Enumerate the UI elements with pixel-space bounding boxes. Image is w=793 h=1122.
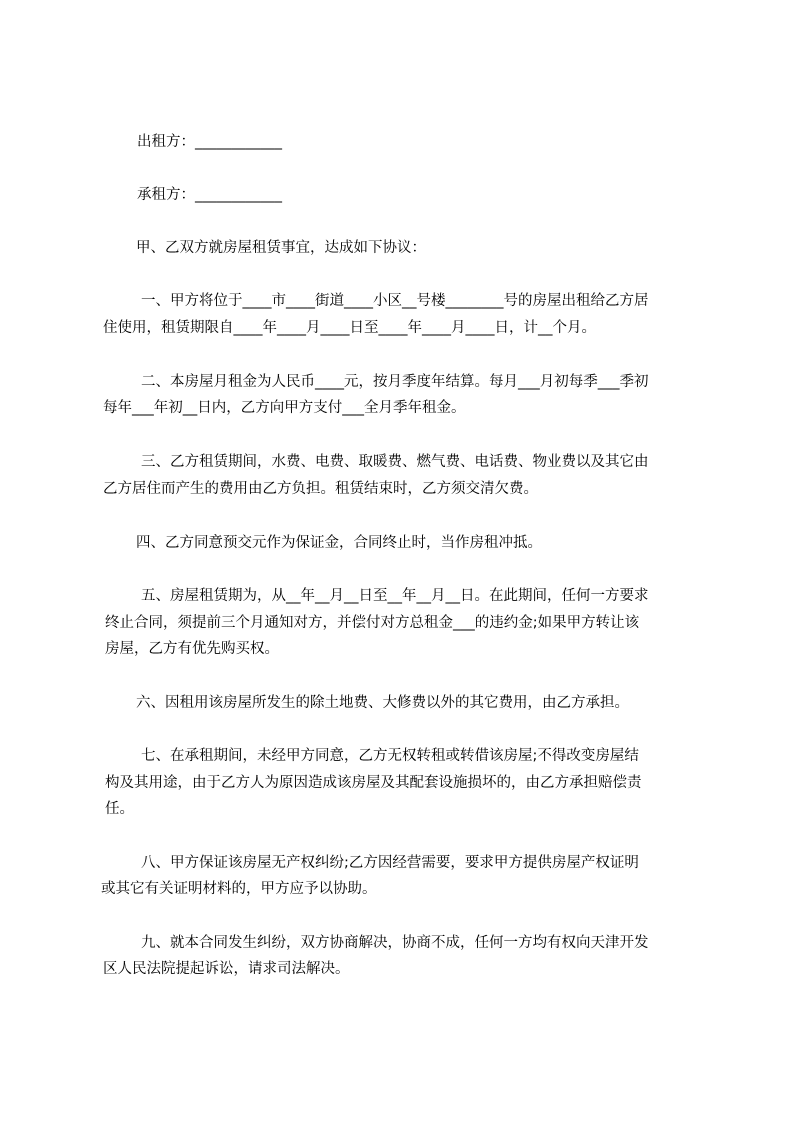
clause-5-line-3: 房屋，乙方有优先购买权。 xyxy=(105,641,279,657)
clause-3-line-1: 三、乙方租赁期间，水费、电费、取暖费、燃气费、电话费、物业费以及其它由 xyxy=(141,454,649,470)
intro-text: 甲、乙双方就房屋租赁事宜，达成如下协议： xyxy=(136,240,426,256)
clause-4-line-1: 四、乙方同意预交元作为保证金，合同终止时，当作房租冲抵。 xyxy=(136,535,542,551)
clause-6-line-1: 六、因租用该房屋所发生的除土地费、大修费以外的其它费用，由乙方承担。 xyxy=(136,695,629,711)
clause-2-line-1: 二、本房屋月租金为人民币____元，按月季度年结算。每月___月初每季___季初 xyxy=(141,374,649,390)
clause-1-line-2: 住使用，租赁期限自____年____月____日至____年____月____日，计__个月。 xyxy=(103,320,596,336)
clause-5-line-1: 五、房屋租赁期为，从__年__月__日至__年__月__日。在此期间，任何一方要求 xyxy=(141,588,649,604)
lessor-line: 出租方：____________ xyxy=(137,134,282,150)
clause-3-line-2: 乙方居住而产生的费用由乙方负担。租赁结束时，乙方须交清欠费。 xyxy=(103,481,538,497)
clause-8-line-1: 八、甲方保证该房屋无产权纠纷;乙方因经营需要，要求甲方提供房屋产权证明 xyxy=(141,855,639,871)
clause-9-line-1: 九、就本合同发生纠纷，双方协商解决，协商不成，任何一方均有权向天津开发 xyxy=(141,935,649,951)
clause-1-line-1: 一、甲方将位于____市____街道____小区__号楼________号的房屋出租给乙方居 xyxy=(141,293,649,309)
clause-2-line-2: 每年___年初__日内，乙方向甲方支付___全月季年租金。 xyxy=(103,400,466,416)
lessee-line: 承租方：____________ xyxy=(137,187,282,203)
clause-7-line-2: 构及其用途，由于乙方人为原因造成该房屋及其配套设施损坏的，由乙方承担赔偿责 xyxy=(105,775,642,791)
clause-5-line-2: 终止合同，须提前三个月通知对方，并偿付对方总租金___的违约金;如果甲方转让该 xyxy=(105,615,640,631)
clause-9-line-2: 区人民法院提起诉讼，请求司法解决。 xyxy=(103,961,350,977)
clause-7-line-3: 任。 xyxy=(105,801,134,817)
clause-8-line-2: 或其它有关证明材料的，甲方应予以协助。 xyxy=(101,881,377,897)
clause-7-line-1: 七、在承租期间，未经甲方同意，乙方无权转租或转借该房屋;不得改变房屋结 xyxy=(141,748,639,764)
